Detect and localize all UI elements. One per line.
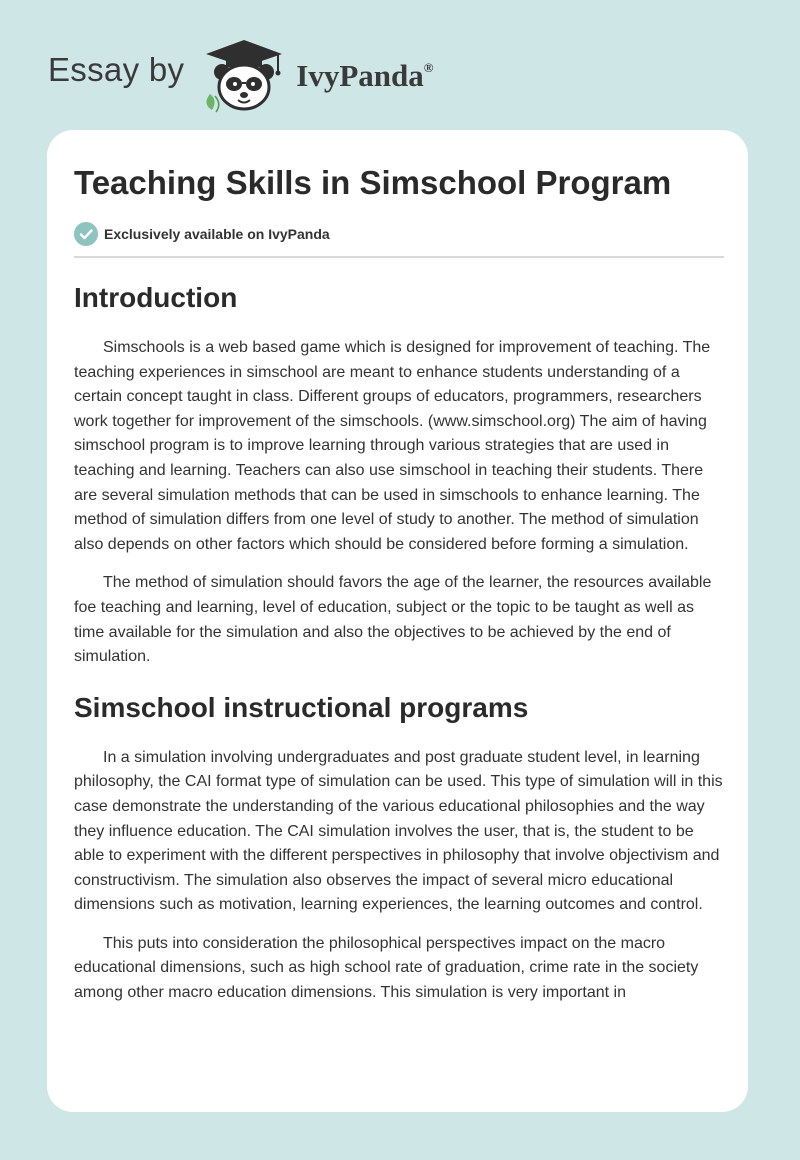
exclusive-badge <box>74 220 724 248</box>
essay-card <box>47 130 748 1112</box>
essay-content <box>74 160 724 1006</box>
section-heading: Simschool instructional programs <box>74 691 529 723</box>
page-title: Teaching Skills in Simschool Program <box>74 164 672 201</box>
paragraph: This puts into consideration the philosophical perspectives impact on the macro educational dimensions, such as high school rate of graduation, crime rate in the society among other macro education dimensions. This simulation is very important in <box>74 934 699 1002</box>
site-header <box>48 34 508 114</box>
paragraph: In a simulation involving undergraduates and post graduate student level, in learning philosophy, the CAI format type of simulation can be used. This type of simulation will in this case demonstrate the understanding of the various educational philosophies and the way they influence education. The CAI simulation involves the user, that is, the student to be able to experiment with the different perspectives in philosophy that involve objectivism and constructivism. The simulation also observes the impact of several micro educational dimensions such as motivation, learning experiences, the learning outcomes and control. <box>74 748 723 914</box>
essay-by-label: Essay by <box>48 51 185 88</box>
section-heading: Introduction <box>74 282 238 313</box>
divider <box>74 256 724 258</box>
brand-name[interactable]: IvyPanda® <box>296 58 434 93</box>
exclusive-label: Exclusively available on IvyPanda <box>104 226 330 242</box>
check-icon <box>74 222 98 246</box>
paragraph: The method of simulation should favors the age of the learner, the resources available foe teaching and learning, level of education, subject or the topic to be taught as well as time available for the simulation and also the objectives to be achieved by the end of simulation. <box>74 574 712 666</box>
paragraph: Simschools is a web based game which is designed for improvement of teaching. The teaching experiences in simschool are meant to enhance students understanding of a certain concept taught in class. Different groups of educators, programmers, researchers work together for improvement of the simschools. (www.simschool.org) The aim of having simschool program is to improve learning through various strategies that are used in teaching and learning. Teachers can also use simschool in teaching their students. There are several simulation methods that can be used in simschools to enhance learning. The method of simulation differs from one level of study to another. The method of simulation also depends on other factors which should be considered before forming a simulation. <box>74 339 711 553</box>
panda-logo-icon[interactable] <box>198 34 290 114</box>
